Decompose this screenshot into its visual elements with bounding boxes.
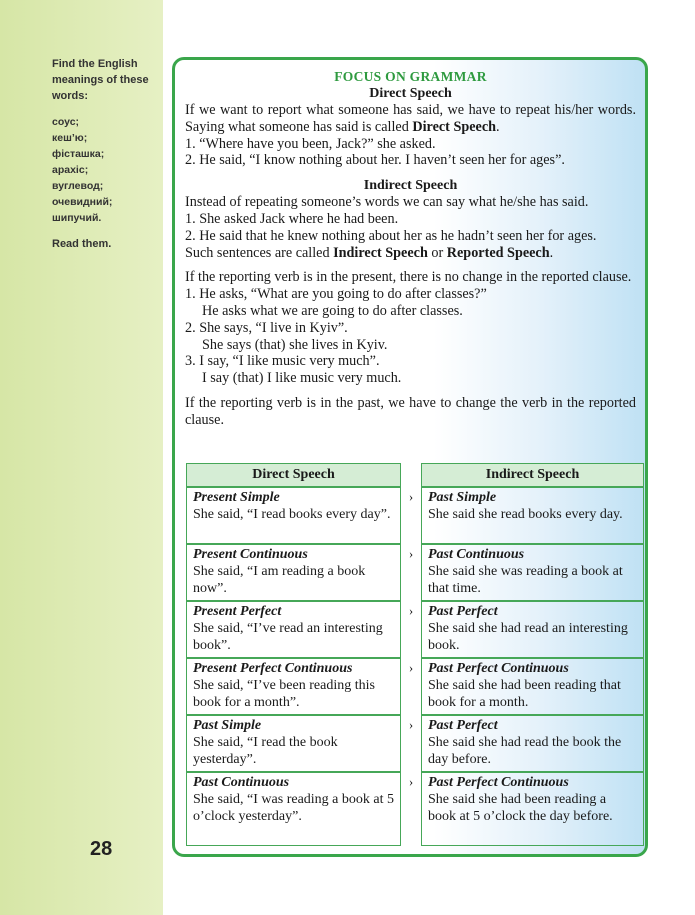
direct-speech-intro: If we want to report what someone has said, we have to repeat his/her words. Saying what someone has said is called Direct Speech.	[185, 102, 636, 135]
arrow-icon: ›	[408, 717, 414, 732]
present-example: 1. He asks, “What are you going to do after classes?”	[185, 286, 487, 303]
vocabulary-word: вуглевод;	[52, 180, 104, 192]
direct-speech-heading: Direct Speech	[369, 86, 452, 101]
indirect-speech-intro: Instead of repeating someone’s words we can say what he/she has said.	[185, 194, 589, 211]
vocabulary-word: фісташка;	[52, 148, 105, 160]
vocabulary-word: арахіс;	[52, 164, 89, 176]
table-row	[186, 715, 644, 772]
vocabulary-heading: Find the English meanings of these words:	[52, 58, 149, 102]
present-example: 2. She says, “I live in Kyiv”.	[185, 319, 348, 336]
direct-cell: Past Continuous She said, “I was reading a book at 5 o’clock yesterday”.	[186, 772, 401, 846]
vocabulary-word: кеш’ю;	[52, 132, 88, 144]
table-row	[186, 487, 644, 544]
present-example-reported: He asks what we are going to do after classes.	[202, 302, 463, 319]
direct-cell: Present Simple She said, “I read books every day”.	[186, 487, 401, 544]
indirect-speech-definition: Such sentences are called Indirect Speech or Reported Speech.	[185, 244, 554, 261]
indirect-example: 1. She asked Jack where he had been.	[185, 210, 399, 227]
arrow-icon: ›	[408, 489, 414, 504]
direct-cell: Present Perfect She said, “I’ve read an interesting book”.	[186, 601, 401, 658]
indirect-cell: Past Perfect Continuous She said she had been reading that book for a month.	[421, 658, 644, 715]
arrow-icon: ›	[408, 603, 414, 618]
direct-cell: Present Perfect Continuous She said, “I’ve been reading this book for a month”.	[186, 658, 401, 715]
indirect-cell: Past Simple She said she read books every day.	[421, 487, 644, 544]
present-example-reported: She says (that) she lives in Kyiv.	[202, 336, 388, 353]
page-number: 28	[90, 838, 113, 860]
indirect-speech-heading: Indirect Speech	[363, 178, 458, 194]
direct-example: 1. “Where have you been, Jack?” she asked.	[185, 135, 436, 152]
box-title: FOCUS ON GRAMMAR	[334, 69, 487, 84]
indirect-cell: Past Perfect She said she had read the book the day before.	[421, 715, 644, 772]
table-row	[186, 772, 644, 846]
indirect-cell: Past Continuous She said she was reading a book at that time.	[421, 544, 644, 601]
vocabulary-word: соус;	[52, 116, 80, 128]
present-example: 3. I say, “I like music very much”.	[185, 353, 380, 370]
arrow-icon: ›	[408, 774, 414, 789]
vocabulary-word: очевидний;	[52, 196, 113, 208]
past-rule: If the reporting verb is in the past, we have to change the verb in the reported clause.	[185, 394, 636, 428]
table-row	[186, 601, 644, 658]
indirect-speech-column-header: Indirect Speech	[421, 463, 644, 487]
read-instruction: Read them.	[52, 238, 112, 250]
arrow-icon: ›	[408, 546, 414, 561]
table-row	[186, 544, 644, 601]
vocabulary-word: шипучий.	[52, 212, 102, 224]
indirect-cell: Past Perfect She said she had read an interesting book.	[421, 601, 644, 658]
sidebar	[0, 0, 163, 915]
present-rule: If the reporting verb is in the present, there is no change in the reported clause.	[185, 269, 632, 286]
table-row	[186, 658, 644, 715]
direct-cell: Past Simple She said, “I read the book yesterday”.	[186, 715, 401, 772]
vocabulary-task	[52, 56, 160, 252]
indirect-example: 2. He said that he knew nothing about her as he hadn’t seen her for ages.	[185, 227, 597, 244]
focus-on-grammar-box	[172, 57, 648, 857]
direct-example: 2. He said, “I know nothing about her. I haven’t seen her for ages”.	[185, 152, 565, 169]
direct-cell: Present Continuous She said, “I am reading a book now”.	[186, 544, 401, 601]
tense-change-table	[186, 463, 644, 846]
arrow-icon: ›	[408, 660, 414, 675]
indirect-cell: Past Perfect Continuous She said she had been reading a book at 5 o’clock the day before.	[421, 772, 644, 846]
present-example-reported: I say (that) I like music very much.	[202, 370, 402, 387]
direct-speech-column-header: Direct Speech	[186, 463, 401, 487]
